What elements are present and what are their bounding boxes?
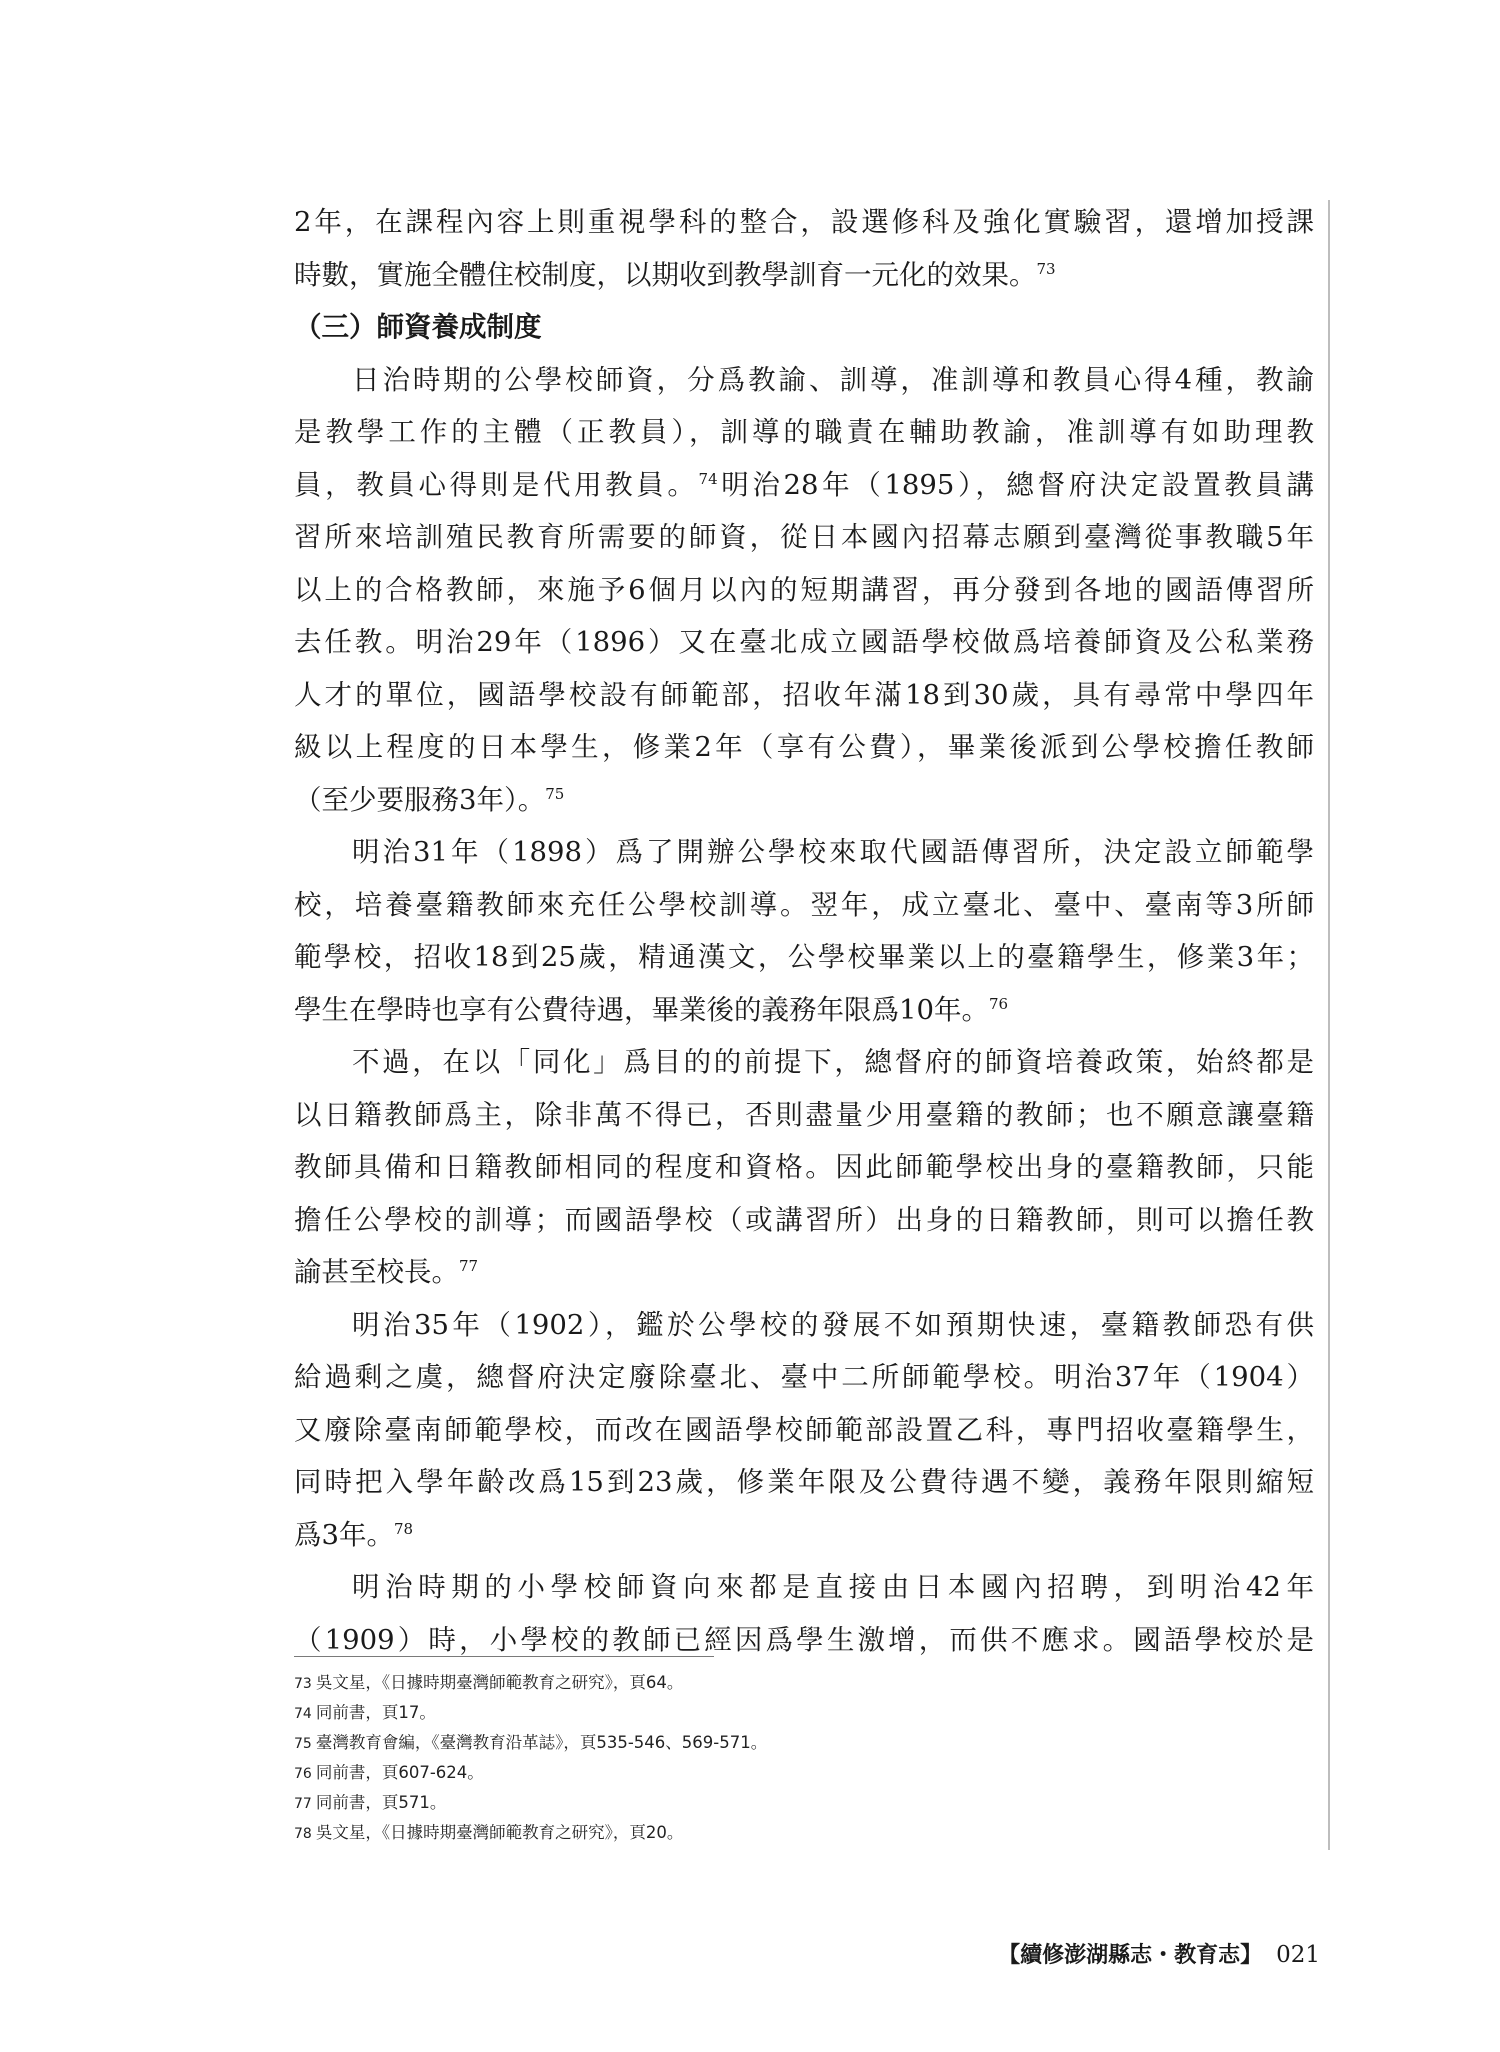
footnote-item	[294, 1728, 1294, 1758]
text-span: 諭甚至校長。	[294, 1256, 459, 1288]
text-line: 以上的合格教師，來施予6個月以內的短期講習，再分發到各地的國語傳習所	[294, 573, 1314, 606]
footnote-number: 77	[294, 1796, 312, 1812]
footnote-text: 臺灣教育會編，《臺灣教育沿革誌》，頁535-546、569-571。	[315, 1733, 768, 1752]
text-line: 明治35年（1902），鑑於公學校的發展不如預期快速，臺籍教師恐有供	[352, 1308, 1314, 1341]
running-title: 【續修澎湖縣志・教育志】	[998, 1942, 1263, 1968]
footnote-ref[interactable]: 76	[989, 994, 1009, 1013]
body-text	[294, 196, 1314, 1666]
text-line: 校，培養臺籍教師來充任公學校訓導。翌年，成立臺北、臺中、臺南等3所師	[294, 888, 1314, 921]
section-heading: （三）師資養成制度	[294, 311, 542, 343]
text-line	[294, 1509, 1314, 1562]
text-line	[294, 984, 1314, 1037]
footnote-number: 73	[294, 1676, 312, 1692]
text-line: 又廢除臺南師範學校，而改在國語學校師範部設置乙科，專門招收臺籍學生，	[294, 1413, 1314, 1446]
page-footer	[990, 1935, 1320, 1975]
text-line: 去任教。明治29年（1896）又在臺北成立國語學校做爲培養師資及公私業務	[294, 626, 1314, 658]
footnote-item	[294, 1668, 1294, 1698]
text-span: 明治28年（1895），總督府決定設置教員講	[717, 468, 1314, 501]
text-span: 員，教員心得則是代用教員。	[294, 468, 699, 501]
footnote-item	[294, 1698, 1294, 1728]
text-line: 人才的單位，國語學校設有師範部，招收年滿18到30歲，具有尋常中學四年	[294, 678, 1314, 711]
text-span: 時數，實施全體住校制度，以期收到教學訓育一元化的效果。	[294, 258, 1037, 291]
text-line: 日治時期的公學校師資，分爲教諭、訓導，准訓導和教員心得4種，教諭	[352, 363, 1314, 396]
footnote-number: 78	[294, 1826, 312, 1842]
footnote-number: 74	[294, 1706, 312, 1722]
text-line: 明治時期的小學校師資向來都是直接由日本國內招聘，到明治42年	[352, 1571, 1314, 1603]
footnote-text: 吳文星，《日據時期臺灣師範教育之研究》，頁20。	[315, 1823, 684, 1842]
footnotes	[294, 1668, 1294, 1848]
footnote-number: 76	[294, 1766, 312, 1782]
footnote-text: 同前書，頁17。	[315, 1703, 436, 1722]
footnote-item	[294, 1818, 1294, 1848]
footnote-text: 吳文星，《日據時期臺灣師範教育之研究》，頁64。	[315, 1673, 684, 1692]
text-line: 範學校，招收18到25歲，精通漢文，公學校畢業以上的臺籍學生，修業3年；	[294, 941, 1314, 973]
footnote-ref[interactable]: 73	[1036, 259, 1056, 278]
text-line: 明治31年（1898）爲了開辦公學校來取代國語傳習所，決定設立師範學	[352, 836, 1314, 868]
text-line: 級以上程度的日本學生，修業2年（享有公費），畢業後派到公學校擔任教師	[294, 731, 1314, 763]
text-line: 以日籍教師爲主，除非萬不得已，否則盡量少用臺籍的教師；也不願意讓臺籍	[294, 1098, 1314, 1131]
text-line	[294, 1246, 1314, 1299]
text-line	[294, 459, 1314, 512]
footnote-ref[interactable]: 74	[698, 469, 718, 488]
footnote-item	[294, 1758, 1294, 1788]
page-edge-rule	[1328, 200, 1330, 1850]
footnote-ref[interactable]: 78	[394, 1519, 414, 1538]
text-span: 爲3年。	[294, 1518, 394, 1551]
text-line: （1909）時，小學校的教師已經因爲學生激增，而供不應求。國語學校於是	[294, 1623, 1314, 1656]
text-line: 擔任公學校的訓導；而國語學校（或講習所）出身的日籍教師，則可以擔任教	[294, 1203, 1314, 1236]
page-number: 021	[1276, 1942, 1320, 1968]
text-span: （至少要服務3年）。	[294, 783, 546, 816]
footnote-ref[interactable]: 77	[459, 1257, 479, 1275]
footnote-text: 同前書，頁571。	[315, 1793, 447, 1812]
text-span: 學生在學時也享有公費待遇，畢業後的義務年限爲10年。	[294, 993, 989, 1026]
footnote-item	[294, 1788, 1294, 1818]
text-line: 不過，在以「同化」爲目的的前提下，總督府的師資培養政策，始終都是	[352, 1046, 1314, 1078]
footnote-text: 同前書，頁607-624。	[315, 1763, 484, 1782]
footnote-divider	[294, 1656, 714, 1657]
footnote-number: 75	[294, 1736, 312, 1752]
text-line: 教師具備和日籍教師相同的程度和資格。因此師範學校出身的臺籍教師，只能	[294, 1151, 1314, 1183]
text-line: 習所來培訓殖民教育所需要的師資，從日本國內招幕志願到臺灣從事教職5年	[294, 521, 1314, 553]
text-line: 同時把入學年齡改爲15到23歲，修業年限及公費待遇不變，義務年限則縮短	[294, 1466, 1314, 1498]
text-line	[294, 774, 1314, 827]
text-line: 是教學工作的主體（正教員），訓導的職責在輔助教諭，准訓導有如助理教	[294, 416, 1314, 448]
text-line: 給過剩之虞，總督府決定廢除臺北、臺中二所師範學校。明治37年（1904）	[294, 1361, 1314, 1393]
text-line: 2年，在課程內容上則重視學科的整合，設選修科及強化實驗習，還增加授課	[294, 206, 1314, 238]
footnote-ref[interactable]: 75	[545, 784, 565, 803]
text-line	[294, 249, 1314, 302]
